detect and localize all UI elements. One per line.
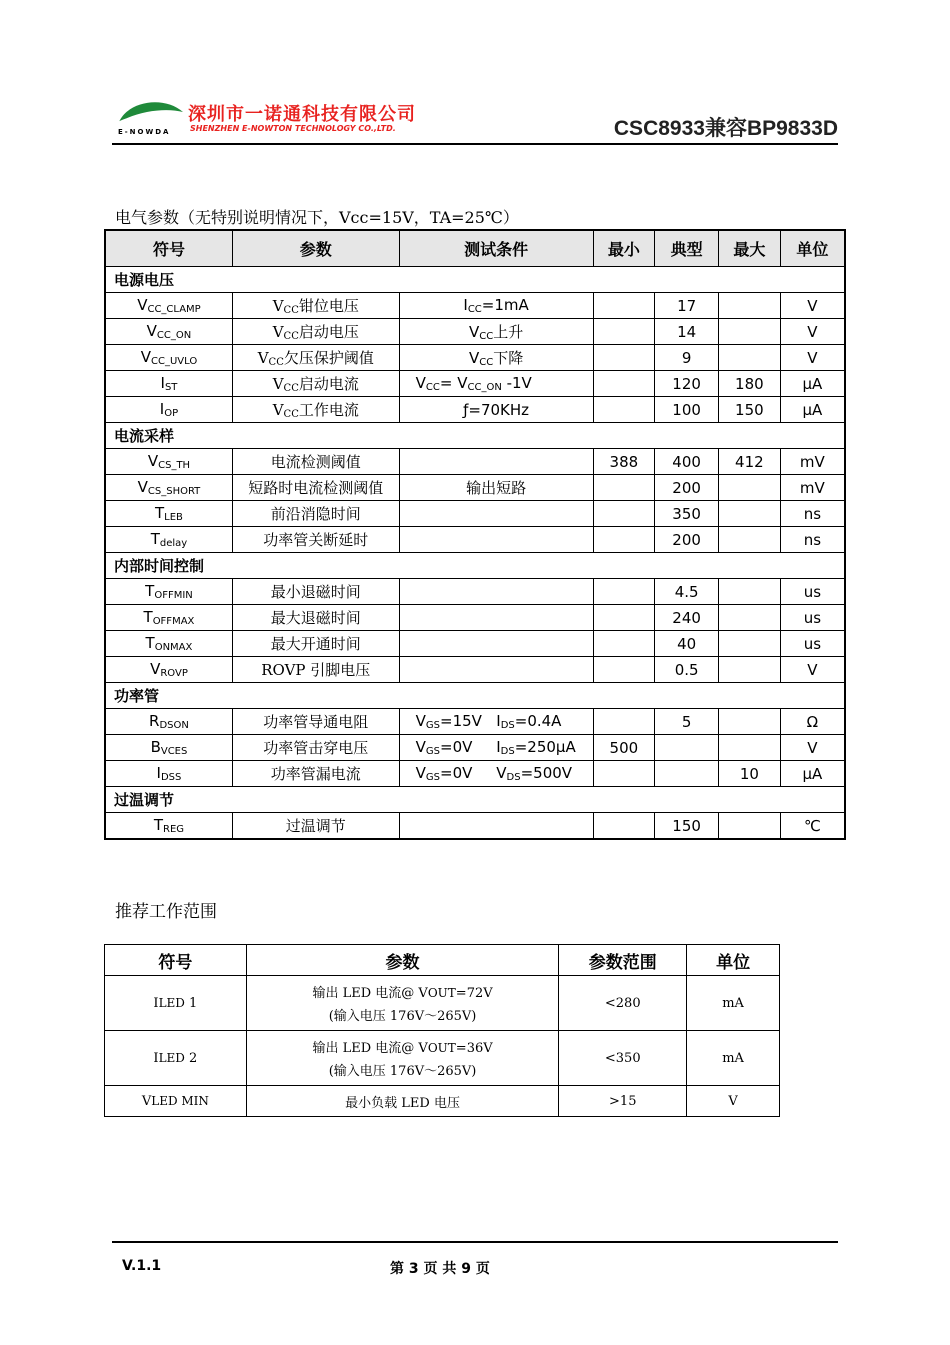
parameter-cell bbox=[246, 1086, 559, 1117]
subscript: CC bbox=[425, 382, 440, 393]
symbol-cell: VLED MIN bbox=[105, 1086, 247, 1117]
column-header: 单位 bbox=[687, 945, 780, 976]
condition-cell: $V_{CC}$下降 bbox=[399, 345, 593, 371]
condition-cell bbox=[399, 631, 593, 657]
typ-value: 17 bbox=[655, 293, 719, 319]
recommended-range-table bbox=[104, 944, 780, 1117]
max-value: 412 bbox=[718, 449, 780, 475]
subscript: ONMAX bbox=[154, 642, 193, 653]
parameter-cell: 前沿消隐时间 bbox=[232, 501, 399, 527]
typ-value: 5 bbox=[655, 709, 719, 735]
condition-cell: $V_{GS}=0V$ $V_{DS}=500V$ bbox=[399, 761, 593, 787]
max-value bbox=[718, 319, 780, 345]
symbol-cell: $V_{ROVP}$ bbox=[105, 657, 232, 683]
subscript: VCES bbox=[160, 746, 188, 757]
table-row bbox=[105, 449, 845, 475]
unit-value: μA bbox=[780, 761, 845, 787]
max-value: 10 bbox=[718, 761, 780, 787]
subscript: CS_TH bbox=[158, 460, 191, 471]
subscript: CC_ON bbox=[467, 382, 502, 393]
subscript: delay bbox=[159, 538, 188, 549]
unit-value: V bbox=[780, 735, 845, 761]
group-row bbox=[105, 787, 845, 813]
column-header: 参数范围 bbox=[559, 945, 687, 976]
max-value bbox=[718, 293, 780, 319]
symbol-cell: $T_{OFFMIN}$ bbox=[105, 579, 232, 605]
table-row bbox=[105, 293, 845, 319]
unit-value: V bbox=[780, 345, 845, 371]
condition-cell bbox=[399, 813, 593, 840]
typ-value: 14 bbox=[655, 319, 719, 345]
parameter-cell bbox=[246, 976, 559, 1031]
parameter-cell: 过温调节 bbox=[232, 813, 399, 840]
group-row bbox=[105, 553, 845, 579]
subscript: CC bbox=[467, 304, 482, 315]
column-header: 最大 bbox=[718, 230, 780, 267]
symbol-cell: $V_{CS\_SHORT}$ bbox=[105, 475, 232, 501]
condition-cell: $V_{CC}= V_{CC\_ON}$ -1V bbox=[399, 371, 593, 397]
table-row bbox=[105, 631, 845, 657]
min-value bbox=[593, 527, 655, 553]
group-label: 内部时间控制 bbox=[105, 553, 845, 579]
min-value bbox=[593, 371, 655, 397]
table-header-row bbox=[105, 230, 845, 267]
typ-value bbox=[655, 735, 719, 761]
table-row bbox=[105, 813, 845, 840]
unit-value: mV bbox=[780, 475, 845, 501]
unit-value: ns bbox=[780, 527, 845, 553]
table-row bbox=[105, 657, 845, 683]
parameter-line: 最小负载 LED 电压 bbox=[345, 1095, 460, 1111]
footer-divider bbox=[112, 1241, 838, 1243]
max-value bbox=[718, 813, 780, 840]
subscript: DSON bbox=[159, 720, 189, 731]
subscript: OFFMAX bbox=[152, 616, 195, 627]
symbol-cell: $I_{OP}$ bbox=[105, 397, 232, 423]
group-label: 过温调节 bbox=[105, 787, 845, 813]
typ-value: 200 bbox=[655, 527, 719, 553]
min-value bbox=[593, 319, 655, 345]
max-value bbox=[718, 501, 780, 527]
unit-value: ns bbox=[780, 501, 845, 527]
column-header: 参数 bbox=[232, 230, 399, 267]
subscript: GS bbox=[425, 720, 441, 731]
parameter-cell: 短路时电流检测阈值 bbox=[232, 475, 399, 501]
condition-cell: $V_{GS}=0V$ $I_{DS}=250\mu A$ bbox=[399, 735, 593, 761]
min-value bbox=[593, 761, 655, 787]
subscript: CC_CLAMP bbox=[147, 304, 201, 315]
unit-value: us bbox=[780, 631, 845, 657]
electrical-params-body bbox=[105, 267, 845, 840]
condition-cell: $V_{CC}$上升 bbox=[399, 319, 593, 345]
subscript: OP bbox=[164, 408, 179, 419]
group-row bbox=[105, 423, 845, 449]
table-row bbox=[105, 735, 845, 761]
parameter-note: (输入电压 176V～265V) bbox=[328, 1064, 477, 1079]
brand-name: E-NOWDA bbox=[118, 128, 171, 136]
condition-text: 下降 bbox=[493, 349, 524, 367]
parameter-cell: $V_{CC}$欠压保护阈值 bbox=[232, 345, 399, 371]
subscript: ST bbox=[164, 382, 178, 393]
unit-value: us bbox=[780, 579, 845, 605]
parameter-cell: 功率管关断延时 bbox=[232, 527, 399, 553]
unit-value: mA bbox=[687, 1031, 780, 1086]
column-header: 测试条件 bbox=[399, 230, 593, 267]
group-label: 功率管 bbox=[105, 683, 845, 709]
parameter-subscript: OUT bbox=[427, 986, 456, 1000]
symbol-cell: ILED 1 bbox=[105, 976, 247, 1031]
max-value bbox=[718, 345, 780, 371]
typ-value: 0.5 bbox=[655, 657, 719, 683]
column-header: 最小 bbox=[593, 230, 655, 267]
parameter-cell: 电流检测阈值 bbox=[232, 449, 399, 475]
min-value bbox=[593, 397, 655, 423]
subscript: CC bbox=[479, 357, 494, 368]
table-row bbox=[105, 579, 845, 605]
typ-value: 4.5 bbox=[655, 579, 719, 605]
document-title: CSC8933兼容BP9833D bbox=[613, 117, 838, 140]
min-value bbox=[593, 293, 655, 319]
symbol-cell: $I_{DSS}$ bbox=[105, 761, 232, 787]
parameter-note: (输入电压 176V～265V) bbox=[328, 1009, 477, 1024]
max-value bbox=[718, 657, 780, 683]
typ-value: 9 bbox=[655, 345, 719, 371]
typ-value: 240 bbox=[655, 605, 719, 631]
unit-value: V bbox=[780, 319, 845, 345]
max-value bbox=[718, 527, 780, 553]
symbol-cell: ILED 2 bbox=[105, 1031, 247, 1086]
min-value bbox=[593, 501, 655, 527]
table-header-row bbox=[105, 945, 780, 976]
subscript: ROVP bbox=[160, 668, 188, 679]
symbol-cell: $V_{CC\_UVLO}$ bbox=[105, 345, 232, 371]
symbol-cell: $R_{DSON}$ bbox=[105, 709, 232, 735]
subscript: DS bbox=[500, 746, 515, 757]
max-value bbox=[718, 735, 780, 761]
typ-value: 400 bbox=[655, 449, 719, 475]
table-row bbox=[105, 319, 845, 345]
subscript: DS bbox=[506, 772, 521, 783]
subscript: CC bbox=[283, 305, 299, 316]
min-value bbox=[593, 475, 655, 501]
parameter-cell: $V_{CC}$启动电流 bbox=[232, 371, 399, 397]
typ-value: 150 bbox=[655, 813, 719, 840]
symbol-cell: $V_{CS\_TH}$ bbox=[105, 449, 232, 475]
symbol-cell: $T_{LEB}$ bbox=[105, 501, 232, 527]
group-label: 电流采样 bbox=[105, 423, 845, 449]
column-header: 单位 bbox=[780, 230, 845, 267]
symbol-cell: $T_{delay}$ bbox=[105, 527, 232, 553]
unit-value: mA bbox=[687, 976, 780, 1031]
parameter-cell: ROVP 引脚电压 bbox=[232, 657, 399, 683]
min-value bbox=[593, 579, 655, 605]
parameter-line: 输出 LED 电流@ VOUT=36V bbox=[312, 1041, 493, 1056]
parameter-cell: 最小退磁时间 bbox=[232, 579, 399, 605]
page-number: 第 3 页 共 9 页 bbox=[390, 1261, 490, 1277]
condition-text: 上升 bbox=[493, 323, 524, 341]
symbol-cell: $T_{OFFMAX}$ bbox=[105, 605, 232, 631]
subscript: DS bbox=[500, 720, 515, 731]
unit-value: V bbox=[780, 657, 845, 683]
condition-cell bbox=[399, 475, 593, 501]
table-row bbox=[105, 397, 845, 423]
typ-value bbox=[655, 761, 719, 787]
table-row bbox=[105, 527, 845, 553]
symbol-cell: $T_{REG}$ bbox=[105, 813, 232, 840]
table-row bbox=[105, 1086, 780, 1117]
range-value: >15 bbox=[559, 1086, 687, 1117]
condition-cell bbox=[399, 501, 593, 527]
typ-value: 120 bbox=[655, 371, 719, 397]
table-row bbox=[105, 605, 845, 631]
max-value bbox=[718, 579, 780, 605]
group-row bbox=[105, 267, 845, 293]
table-row bbox=[105, 501, 845, 527]
header-divider bbox=[112, 143, 838, 145]
condition-cell bbox=[399, 449, 593, 475]
parameter-cell: $V_{CC}$钳位电压 bbox=[232, 293, 399, 319]
group-label: 电源电压 bbox=[105, 267, 845, 293]
table-row bbox=[105, 371, 845, 397]
condition-cell: ƒ=70KHz bbox=[399, 397, 593, 423]
symbol-cell: $B_{VCES}$ bbox=[105, 735, 232, 761]
parameter-cell: 功率管漏电流 bbox=[232, 761, 399, 787]
max-value bbox=[718, 605, 780, 631]
version-label: V.1.1 bbox=[122, 1258, 162, 1274]
column-header: 符号 bbox=[105, 945, 247, 976]
range-value: <350 bbox=[559, 1031, 687, 1086]
condition-cell bbox=[399, 605, 593, 631]
condition-cell bbox=[399, 657, 593, 683]
typ-value: 350 bbox=[655, 501, 719, 527]
min-value bbox=[593, 605, 655, 631]
range-value: <280 bbox=[559, 976, 687, 1031]
group-row bbox=[105, 683, 845, 709]
max-value bbox=[718, 475, 780, 501]
unit-value: V bbox=[780, 293, 845, 319]
parameter-cell: $V_{CC}$工作电流 bbox=[232, 397, 399, 423]
subscript: CC bbox=[283, 409, 299, 420]
typ-value: 100 bbox=[655, 397, 719, 423]
min-value bbox=[593, 631, 655, 657]
max-value bbox=[718, 631, 780, 657]
subscript: OFFMIN bbox=[154, 590, 193, 601]
parameter-line: 输出 LED 电流@ VOUT=72V bbox=[312, 986, 493, 1001]
condition-cell bbox=[399, 579, 593, 605]
table-row bbox=[105, 475, 845, 501]
min-value bbox=[593, 813, 655, 840]
subscript: CC_ON bbox=[156, 330, 192, 341]
electrical-section-title: 电气参数（无特别说明情况下，Vcc=15V，TA=25℃） bbox=[115, 208, 519, 227]
condition-cell bbox=[399, 527, 593, 553]
electrical-params-table bbox=[104, 229, 846, 840]
unit-value: Ω bbox=[780, 709, 845, 735]
column-header: 典型 bbox=[655, 230, 719, 267]
subscript: CS_SHORT bbox=[147, 486, 201, 497]
parameter-cell: $V_{CC}$启动电压 bbox=[232, 319, 399, 345]
table-row bbox=[105, 761, 845, 787]
min-value bbox=[593, 709, 655, 735]
symbol-cell: $V_{CC\_CLAMP}$ bbox=[105, 293, 232, 319]
parameter-cell: 功率管导通电阻 bbox=[232, 709, 399, 735]
column-header: 参数 bbox=[246, 945, 559, 976]
company-name-cn: 深圳市一诺通科技有限公司 bbox=[188, 104, 416, 125]
symbol-cell: $T_{ONMAX}$ bbox=[105, 631, 232, 657]
condition-cell: $V_{GS}=15V$ $I_{DS}=0.4A$ bbox=[399, 709, 593, 735]
typ-value: 40 bbox=[655, 631, 719, 657]
unit-value: μA bbox=[780, 397, 845, 423]
symbol-subscript: LED bbox=[158, 995, 185, 1010]
recommended-section-title: 推荐工作范围 bbox=[115, 902, 217, 922]
typ-value: 200 bbox=[655, 475, 719, 501]
symbol-cell: $I_{ST}$ bbox=[105, 371, 232, 397]
unit-value: mV bbox=[780, 449, 845, 475]
max-value: 180 bbox=[718, 371, 780, 397]
parameter-cell: 最大退磁时间 bbox=[232, 605, 399, 631]
subscript: GS bbox=[425, 746, 441, 757]
subscript: CC_UVLO bbox=[150, 356, 198, 367]
min-value: 500 bbox=[593, 735, 655, 761]
column-header: 符号 bbox=[105, 230, 232, 267]
table-row bbox=[105, 1031, 780, 1086]
parameter-cell: 最大开通时间 bbox=[232, 631, 399, 657]
subscript: GS bbox=[425, 772, 441, 783]
unit-value: us bbox=[780, 605, 845, 631]
table-row bbox=[105, 345, 845, 371]
subscript: DSS bbox=[160, 772, 182, 783]
condition-cell: $I_{CC}=1mA$ bbox=[399, 293, 593, 319]
recommended-range-body bbox=[105, 976, 780, 1117]
symbol-subscript: LED bbox=[158, 1050, 185, 1065]
max-value: 150 bbox=[718, 397, 780, 423]
max-value bbox=[718, 709, 780, 735]
min-value: 388 bbox=[593, 449, 655, 475]
symbol-cell: $V_{CC\_ON}$ bbox=[105, 319, 232, 345]
unit-value: V bbox=[687, 1086, 780, 1117]
subscript: CC bbox=[479, 331, 494, 342]
min-value bbox=[593, 657, 655, 683]
table-row bbox=[105, 976, 780, 1031]
subscript: CC bbox=[268, 357, 284, 368]
company-name-en: SHENZHEN E-NOWTON TECHNOLOGY CO.,LTD. bbox=[190, 124, 396, 133]
symbol-subscript: LED MIN bbox=[151, 1093, 209, 1108]
parameter-cell bbox=[246, 1031, 559, 1086]
subscript: REG bbox=[163, 824, 185, 835]
unit-value: μA bbox=[780, 371, 845, 397]
parameter-cell: 功率管击穿电压 bbox=[232, 735, 399, 761]
subscript: LEB bbox=[164, 512, 183, 523]
condition-text: 输出短路 bbox=[466, 479, 527, 497]
subscript: CC bbox=[283, 331, 299, 342]
min-value bbox=[593, 345, 655, 371]
parameter-subscript: OUT bbox=[427, 1041, 456, 1055]
table-row bbox=[105, 709, 845, 735]
unit-value: ℃ bbox=[780, 813, 845, 840]
subscript: CC bbox=[283, 383, 299, 394]
